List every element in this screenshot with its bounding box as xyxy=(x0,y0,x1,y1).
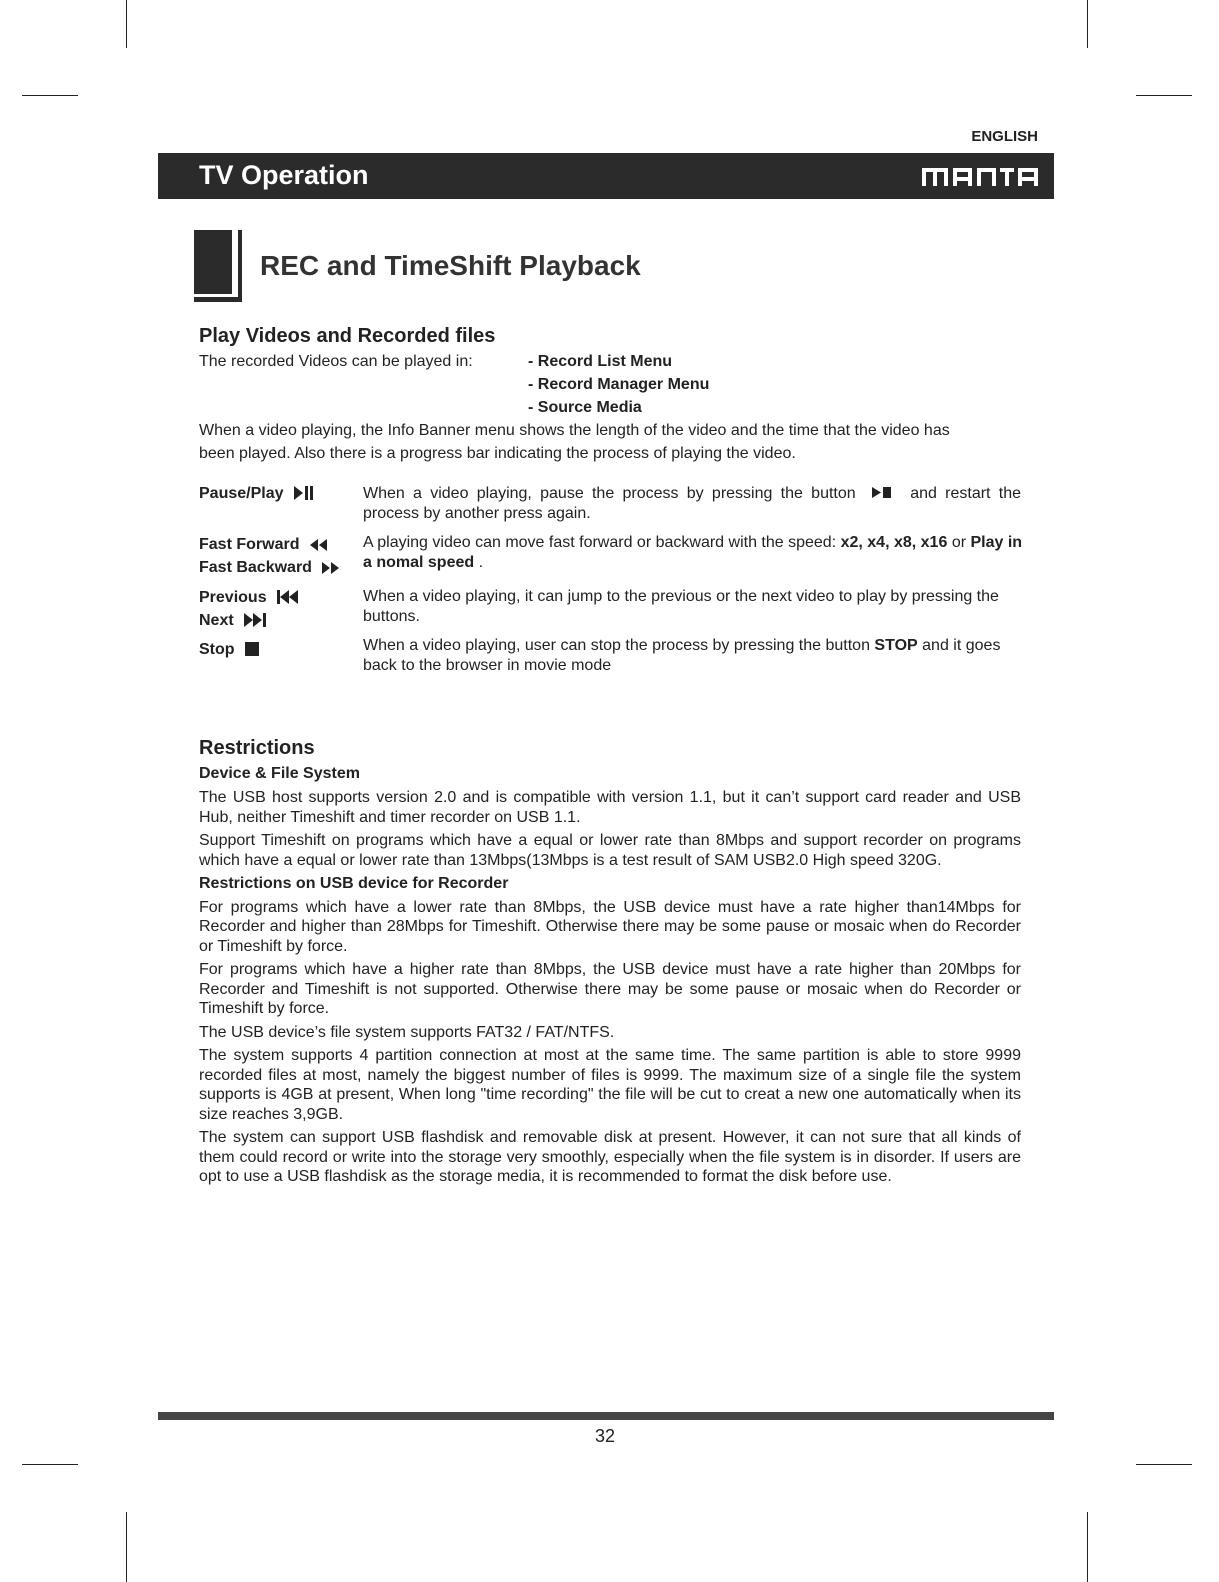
restriction-paragraph: The USB host supports version 2.0 and is compatible with version 1.1, but it can’t support card reader and USB Hub, neither Timeshift and timer recorder on USB 1.1. xyxy=(199,789,1021,826)
next-label: Next xyxy=(199,612,234,629)
info-banner-text-line2: been played. Also there is a progress bar indicating the process of playing the video. xyxy=(199,445,796,462)
crop-mark xyxy=(1136,95,1192,96)
next-icon xyxy=(244,613,266,627)
previous-label: Previous xyxy=(199,589,267,606)
restriction-paragraph: For programs which have a lower rate than 8Mbps, the USB device must have a rate higher than14Mbps for Recorder and higher than 28Mbps for Timeshift. Otherwise there may be some pause or mosaic when do Recorder or Timeshift by force. xyxy=(199,898,1021,955)
page-number: 32 xyxy=(594,1426,616,1446)
section-title: REC and TimeShift Playback xyxy=(260,250,641,281)
fast-forward-icon xyxy=(310,539,328,551)
usb-recorder-heading: Restrictions on USB device for Recorder xyxy=(199,875,509,892)
manta-logo-icon xyxy=(922,166,1038,188)
page-header-title: TV Operation xyxy=(199,160,369,190)
control-pause-play xyxy=(199,482,314,505)
crop-mark xyxy=(22,95,78,96)
header-bar xyxy=(158,153,1054,199)
control-next xyxy=(199,609,266,632)
section-marker-icon xyxy=(194,230,244,302)
control-previous xyxy=(199,586,299,609)
fast-forward-label: Fast Forward xyxy=(199,536,300,553)
play-intro-text: The recorded Videos can be played in: xyxy=(199,353,473,370)
fast-backward-icon xyxy=(322,562,340,574)
restriction-paragraph: The USB device’s file system supports FAT32 / FAT/NTFS. xyxy=(199,1023,615,1041)
option-record-list-menu: - Record List Menu xyxy=(528,353,673,370)
fast-backward-label: Fast Backward xyxy=(199,559,312,576)
play-videos-heading: Play Videos and Recorded files xyxy=(199,325,496,347)
control-fast-forward xyxy=(199,533,328,556)
crop-mark xyxy=(1087,0,1088,48)
stop-description: When a video playing, user can stop the process by pressing the button STOP and it goes back to the browser in movie mode xyxy=(363,637,1001,674)
play-pause-icon xyxy=(294,486,314,500)
stop-label: Stop xyxy=(199,641,235,658)
control-fast-backward xyxy=(199,556,340,579)
speed-description: A playing video can move fast forward or backward with the speed: x2, x4, x8, x16 or Play in a nomal speed . xyxy=(363,534,1023,571)
restrictions-body xyxy=(199,788,1021,1191)
stop-icon xyxy=(245,642,259,656)
language-label: ENGLISH xyxy=(971,128,1038,145)
crop-mark xyxy=(22,1464,78,1465)
restriction-paragraph: Support Timeshift on programs which have a equal or lower rate than 8Mbps and support recorder on programs which have a equal or lower rate than 13Mbps(13Mbps is a test result of SAM USB2.0 High speed 320G. xyxy=(199,832,1021,869)
crop-mark xyxy=(126,1512,127,1582)
crop-mark xyxy=(126,0,127,48)
crop-mark xyxy=(1087,1512,1088,1582)
device-file-system-heading: Device & File System xyxy=(199,765,360,782)
play-pause-icon xyxy=(872,486,894,499)
option-source-media: - Source Media xyxy=(528,399,642,416)
restriction-paragraph: The system can support USB flashdisk and removable disk at present. However, it can not sure that all kinds of them could record or write into the storage very smoothly, especially when the file system is in disorder. If users are opt to use a USB flashdisk as the storage media, it is recommended to format the disk before use. xyxy=(199,1129,1021,1185)
restriction-paragraph: The system supports 4 partition connection at most at the same time. The same partition is able to store 9999 recorded files at most, namely the biggest number of files is 9999. The maximum size of a single file the system supports is 4GB at present, When long "time recording" the file will be cut to creat a new one automatically when its size reaches 3,9GB. xyxy=(199,1047,1021,1123)
previous-next-description: When a video playing, it can jump to the previous or the next video to play by pressing the buttons. xyxy=(363,588,999,625)
crop-mark xyxy=(1136,1464,1192,1465)
footer-bar xyxy=(158,1412,1054,1420)
control-stop xyxy=(199,638,259,661)
restriction-paragraph: For programs which have a higher rate than 8Mbps, the USB device must have a rate higher than 20Mbps for Recorder and Timeshift is not supported. Otherwise there may be some pause or mosaic when do Recorder or Timeshift by force. xyxy=(199,961,1021,1017)
restrictions-heading: Restrictions xyxy=(199,737,315,759)
previous-icon xyxy=(277,590,299,604)
pause-play-description: When a video playing, pause the process by pressing the button and restart the process by another press again. xyxy=(363,485,1021,522)
pause-play-label: Pause/Play xyxy=(199,485,284,502)
info-banner-text-line1: When a video playing, the Info Banner menu shows the length of the video and the time that the video has xyxy=(199,422,950,439)
option-record-manager-menu: - Record Manager Menu xyxy=(528,376,710,393)
